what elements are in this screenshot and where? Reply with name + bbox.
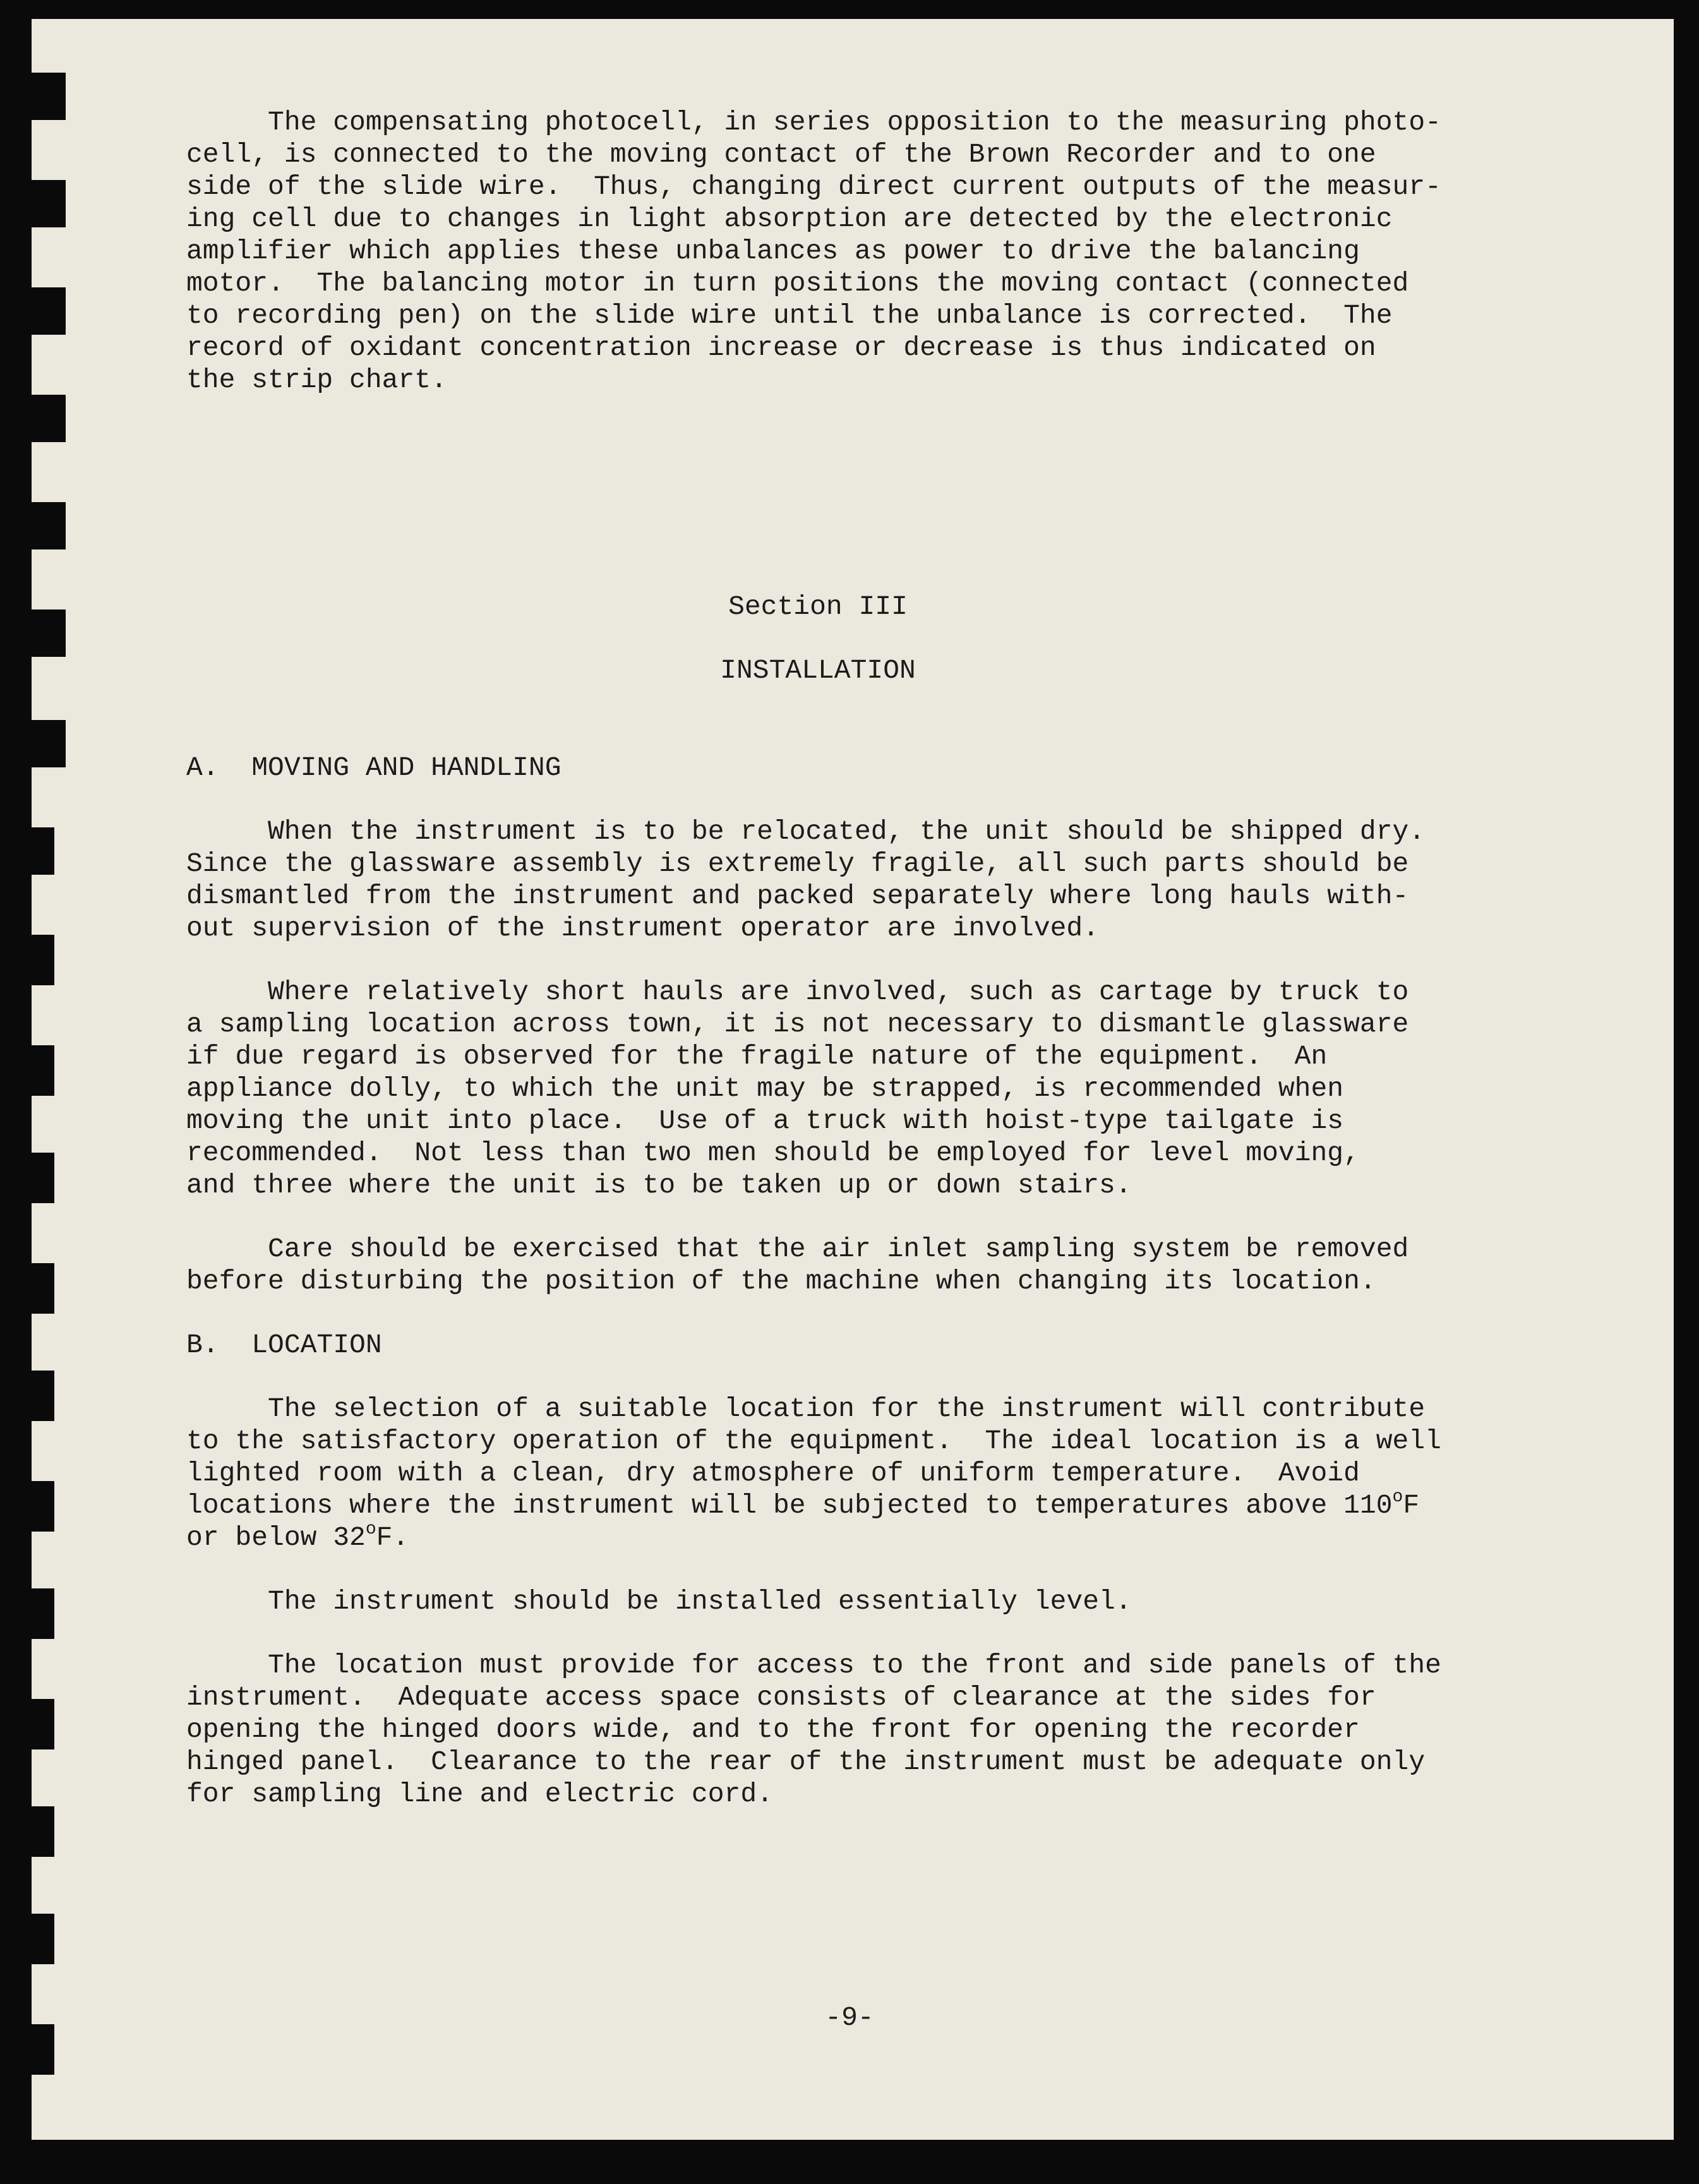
text-line: Where relatively short hauls are involved, such as cartage by truck to <box>186 976 1409 1007</box>
binding-hole <box>32 609 66 657</box>
binding-hole <box>32 1153 54 1203</box>
binding-hole <box>32 1263 54 1314</box>
degree-mark: o <box>365 1520 376 1539</box>
text-line: hinged panel. Clearance to the rear of the instrument must be adequate only <box>186 1746 1426 1777</box>
text-line: instrument. Adequate access space consists of clearance at the sides for <box>186 1682 1376 1713</box>
text-line: dismantled from the instrument and packed separately where long hauls with- <box>186 880 1409 911</box>
binding-hole <box>32 1371 54 1421</box>
text-line: moving the unit into place. Use of a truck with hoist-type tailgate is <box>186 1105 1344 1136</box>
text-line: The selection of a suitable location for the instrument will contribute <box>186 1393 1426 1424</box>
text-line <box>186 1521 1450 1554</box>
text-line: the strip chart. <box>186 364 447 395</box>
intro-paragraph <box>186 106 1450 396</box>
text-line: The instrument should be installed essentially level. <box>186 1586 1132 1617</box>
text-line: to recording pen) on the slide wire until the unbalance is corrected. The <box>186 300 1393 331</box>
text-line: cell, is connected to the moving contact of the Brown Recorder and to one <box>186 139 1376 170</box>
binding-hole <box>32 1045 54 1096</box>
binding-hole <box>32 1588 54 1639</box>
text-fragment: locations where the instrument will be subjected to temperatures above 110 <box>186 1490 1393 1521</box>
page-number: -9- <box>825 2002 874 2033</box>
text-line: recommended. Not less than two men should be employed for level moving, <box>186 1137 1360 1168</box>
text-line: lighted room with a clean, dry atmosphere of uniform temperature. Avoid <box>186 1458 1360 1489</box>
binding-holes <box>0 0 69 2184</box>
paragraph <box>186 976 1450 1201</box>
binding-hole <box>32 502 66 549</box>
binding-hole <box>32 1806 54 1857</box>
binding-hole <box>32 1481 54 1532</box>
binding-hole <box>32 1699 54 1749</box>
text-fragment: F <box>1403 1490 1420 1521</box>
text-line: a sampling location across town, it is not necessary to dismantle glassware <box>186 1009 1409 1040</box>
text-line: appliance dolly, to which the unit may be strapped, is recommended when <box>186 1073 1344 1104</box>
text-line <box>186 1489 1450 1521</box>
binding-hole <box>32 935 54 985</box>
text-fragment: F. <box>376 1522 409 1553</box>
binding-hole <box>32 720 66 767</box>
subsection-heading-a: A. MOVING AND HANDLING <box>186 752 561 783</box>
text-fragment: or below 32 <box>186 1522 366 1553</box>
text-line: before disturbing the position of the machine when changing its location. <box>186 1266 1376 1297</box>
section-title: INSTALLATION <box>720 655 916 686</box>
text-line: When the instrument is to be relocated, the unit should be shipped dry. <box>186 816 1426 847</box>
text-line: amplifier which applies these unbalances as power to drive the balancing <box>186 236 1360 267</box>
text-line: The location must provide for access to the front and side panels of the <box>186 1650 1441 1681</box>
text-line: Care should be exercised that the air inlet sampling system be removed <box>186 1233 1409 1264</box>
binding-hole <box>32 180 66 227</box>
subsection-heading-b: B. LOCATION <box>186 1329 382 1360</box>
paragraph <box>186 815 1450 944</box>
text-line: opening the hinged doors wide, and to the front for opening the recorder <box>186 1714 1360 1745</box>
text-line: to the satisfactory operation of the equipment. The ideal location is a well <box>186 1425 1441 1456</box>
text-line: for sampling line and electric cord. <box>186 1779 773 1809</box>
text-line: side of the slide wire. Thus, changing direct current outputs of the measur- <box>186 171 1441 202</box>
text-line: and three where the unit is to be taken up or down stairs. <box>186 1170 1132 1201</box>
binding-hole <box>32 287 66 335</box>
binding-hole <box>32 73 66 120</box>
section-number: Section III <box>728 591 908 622</box>
paragraph <box>186 1649 1450 1810</box>
binding-hole <box>32 827 54 875</box>
text-line: out supervision of the instrument operator are involved. <box>186 913 1100 944</box>
page-body <box>186 106 1450 1810</box>
text-line: Since the glassware assembly is extremely fragile, all such parts should be <box>186 848 1409 879</box>
paragraph <box>186 1233 1450 1297</box>
text-line: record of oxidant concentration increase or decrease is thus indicated on <box>186 332 1376 363</box>
text-line: if due regard is observed for the fragile nature of the equipment. An <box>186 1041 1328 1072</box>
degree-mark: o <box>1392 1487 1403 1507</box>
text-line: The compensating photocell, in series opposition to the measuring photo- <box>186 107 1441 138</box>
paragraph <box>186 1393 1450 1554</box>
binding-hole <box>32 395 66 442</box>
binding-hole <box>32 1914 54 1964</box>
text-line: motor. The balancing motor in turn positions the moving contact (connected <box>186 268 1409 299</box>
text-line: ing cell due to changes in light absorption are detected by the electronic <box>186 203 1393 234</box>
